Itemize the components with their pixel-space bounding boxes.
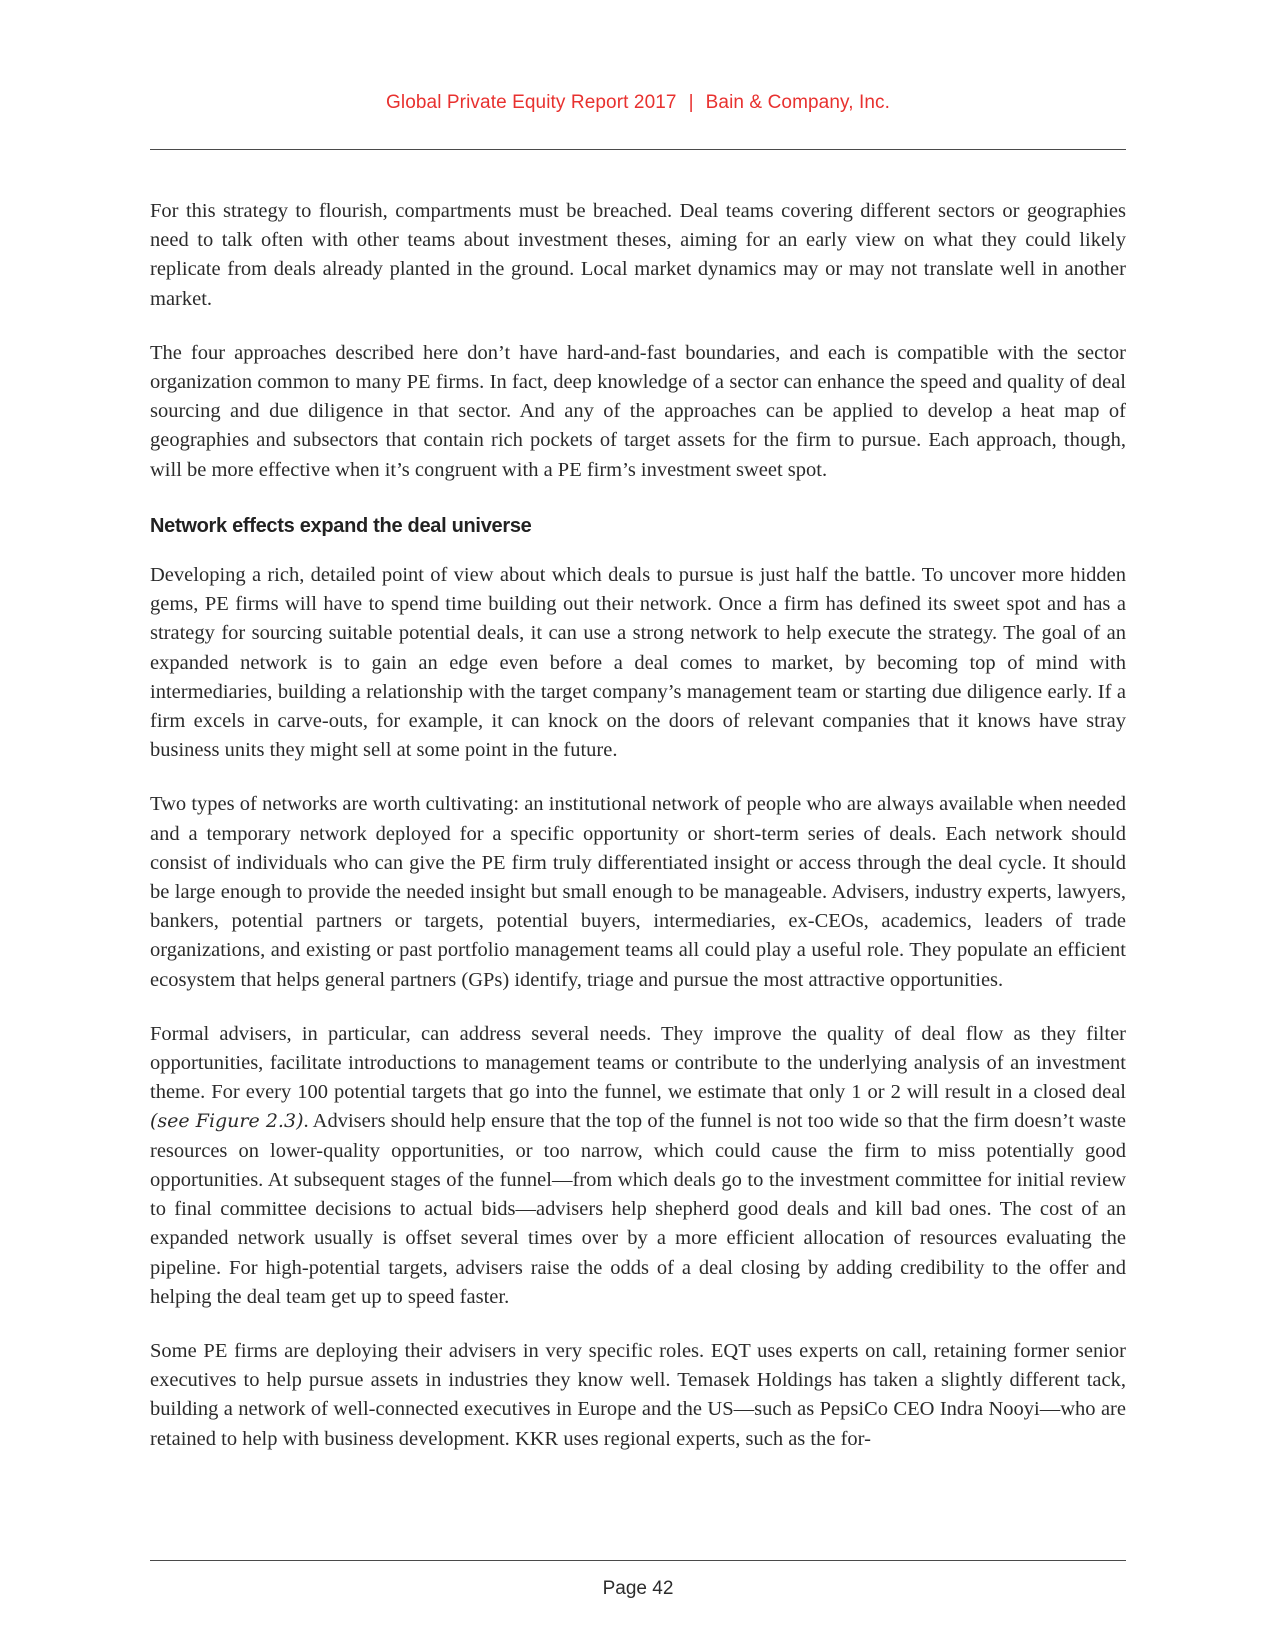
footer-rule [150, 1560, 1126, 1561]
company-name: Bain & Company, Inc. [705, 92, 890, 113]
running-header [150, 92, 1126, 114]
paragraph-4: Two types of networks are worth cultivating: an institutional network of people who are always available when needed and a temporary network deployed for a specific opportunity or short-term series of deals. Each network should consist of individuals who can give the PE firm truly differentiated insight or access through the deal cycle. It should be large enough to provide the needed insight but small enough to be manageable. Advisers, industry experts, lawyers, bankers, potential partners or targets, potential buyers, intermediaries, ex-CEOs, academics, leaders of trade organizations, and existing or past portfolio management teams all could play a useful role. They populate an efficient ecosystem that helps general partners (GPs) identify, triage and pursue the most attractive opportunities. [150, 793, 1126, 991]
report-title: Global Private Equity Report 2017 [386, 92, 677, 113]
paragraph-1: For this strategy to flourish, compartments must be breached. Deal teams covering different sectors or geographies need to talk often with other teams about investment theses, aiming for an early view on what they could likely replicate from deals already planted in the ground. Local market dynamics may or may not translate well in another market. [150, 200, 1126, 310]
paragraph-5-part-2: . Advisers should help ensure that the top of the funnel is not too wide so that the firm doesn’t waste resources on lower-quality opportunities, or too narrow, which could cause the firm to miss potentially good opportunities. At subsequent stages of the funnel—from which deals go to the investment committee for initial review to final committee decisions to actual bids—advisers help shepherd good deals and kill bad ones. The cost of an expanded network usually is offset several times over by a more efficient allocation of resources evaluating the pipeline. For high-potential targets, advisers raise the odds of a deal closing by adding credibility to the offer and helping the deal team get up to speed faster. [150, 1110, 1126, 1308]
paragraph-5-part-1: Formal advisers, in particular, can address several needs. They improve the quality of deal flow as they filter opportunities, facilitate introductions to management teams or contribute to the underlying analysis of an investment theme. For every 100 potential targets that go into the funnel, we estimate that only 1 or 2 will result in a closed deal [150, 1022, 1126, 1104]
header-separator: | [688, 92, 694, 113]
paragraph-2: The four approaches described here don’t have hard-and-fast boundaries, and each is compatible with the sector organization common to many PE firms. In fact, deep knowledge of a sector can enhance the speed and quality of deal sourcing and due diligence in that sector. And any of the approaches can be applied to develop a heat map of geographies and subsectors that contain rich pockets of target assets for the firm to pursue. Each approach, though, will be more effective when it’s congruent with a PE firm’s investment sweet spot. [150, 341, 1126, 481]
section-heading: Network effects expand the deal universe [150, 514, 532, 537]
header-rule [150, 149, 1126, 150]
paragraph-6: Some PE firms are deploying their advisers in very specific roles. EQT uses experts on call, retaining former senior executives to help pursue assets in industries they know well. Temasek Holdings has taken a slightly different tack, building a network of well-connected executives in Europe and the US—such as PepsiCo CEO Indra Nooyi—who are retained to help with business development. KKR uses regional experts, such as the for- [150, 1339, 1126, 1450]
figure-reference[interactable]: (see Figure 2.3) [150, 1110, 304, 1133]
page-number: Page 42 [602, 1578, 674, 1599]
paragraph-3: Developing a rich, detailed point of view about which deals to pursue is just half the battle. To uncover more hidden gems, PE firms will have to spend time building out their network. Once a firm has defined its sweet spot and has a strategy for sourcing suitable potential deals, it can use a strong network to help execute the strategy. The goal of an expanded network is to gain an edge even before a deal comes to market, by becoming top of mind with intermediaries, building a relationship with the target company’s management team or starting due diligence early. If a firm excels in carve-outs, for example, it can knock on the doors of relevant companies that it knows have stray business units they might sell at some point in the future. [150, 564, 1126, 762]
paragraph-5 [150, 1020, 1126, 1312]
article-body [150, 197, 1126, 1479]
